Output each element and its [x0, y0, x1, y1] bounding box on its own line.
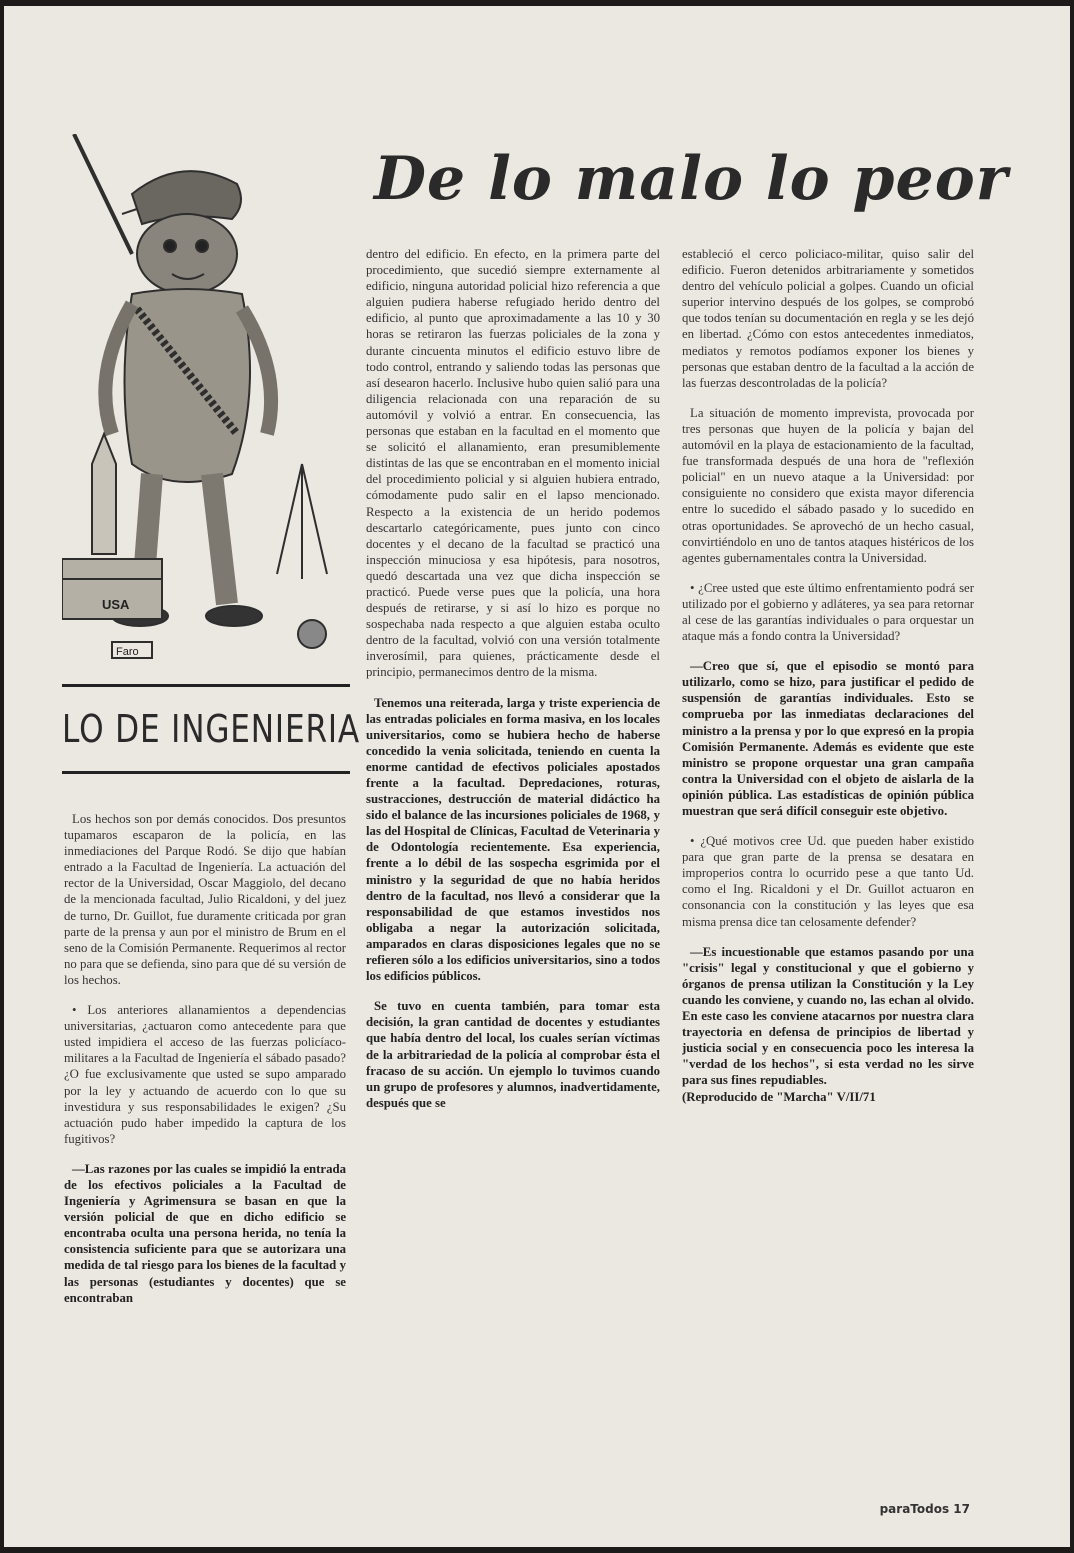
soldier-gorilla-illustration: [62, 134, 352, 676]
answer-paragraph: —Creo que sí, que el episodio se montó para utilizarlo, como se hizo, para justificar el pedido de suspensión de garantías individuales. Esto se comprueba por las inmediatas declaraciones del ministro a la prensa y por lo que expresó en la propia Comisión Permanente. Además es evidente que este ministro se propone orquestar una gran campaña contra la Universidad con el objeto de aislarla de la opinión pública. Las estadísticas de opinión pública muestran que será difícil conseguir este objetivo.: [682, 659, 974, 818]
top-rule: [62, 684, 350, 687]
bottom-rule: [62, 771, 350, 774]
question-paragraph: • ¿Qué motivos cree Ud. que pueden haber existido para que gran parte de la prensa se desatara en improperios contra lo ocurrido pese a que tanto Ud. como el Ing. Ricaldoni y el Dr. Guillot actuaron en consonancia con la constitución y las leyes que esa misma prensa dice tan celosamente defender?: [682, 834, 974, 929]
paragraph: Tenemos una reiterada, larga y triste experiencia de las entradas policiales en forma masiva, en los locales universitarios, como se hubiera hecho de haberse concedido la venia solicitada, teniendo en cuenta la enorme cantidad de efectivos policiales apostados frente a la facultad. Depredaciones, roturas, sustracciones, destrucción de material didáctico ha sido el balance de las incursiones policiales de 1968, y las del Hospital de Clínicas, Facultad de Veterinaria y de Odontología recientemente. Esa experiencia, frente a lo débil de las sospecha esgrimida por el ministro y la seguridad de que no había heridos dentro de la facultad, nos llevó a considerar que la responsabilidad de que estamos investidos nos obligaba a negar la autorización solicitada, amparados en claras disposiciones legales que no se refieren sólo a los edificios universitarios, sino a todos los edificios públicos.: [366, 695, 660, 984]
column-2: [366, 246, 660, 1471]
question-paragraph: • Los anteriores allanamientos a dependencias universitarias, ¿actuaron como antecedente para que usted impidiera el acceso de las fuerzas policíaco-militares a la Facultad de Ingeniería el sábado pasado? ¿O fue exclusivamente que usted se supo amparado por la ley y actuando de acuerdo con lo que su investidura y sus responsabilidades le exigen? ¿Su actuación pudo haber impedido la captura de los fugitivos?: [64, 1003, 346, 1146]
section-title: LO DE INGENIERIA: [62, 707, 361, 751]
answer-paragraph: —Las razones por las cuales se impidió la entrada de los efectivos policiales a la Facultad de Ingeniería y Agrimensura se basan en que la versión policial de que en dicho edificio se encontraba oculta una persona herida, no tenía la consistencia suficiente para que se autorizara una medida de tal riesgo para los bienes de la facultad y las personas (estudiantes y docentes) que se encontraban: [64, 1161, 346, 1305]
paragraph: estableció el cerco policiaco-militar, quiso salir del edificio. Fueron detenidos arbitrariamente y sometidos dentro del vehículo policial a golpes. Cuando un oficial superior intervino después de los golpes, se comprobó que todos tenían su documentación en regla y se les dejó en libertad. ¿Cómo con estos antecedentes inmediatos, mediatos y remotos podíamos exponer los bienes y personas que estaban dentro de la facultad a la acción de las fuerzas descontroladas de la policía?: [682, 247, 974, 390]
answer-paragraph: —Es incuestionable que estamos pasando por una "crisis" legal y constitucional y que el gobierno y órganos de prensa utilizan la Constitución y la Ley cuando les conviene, y cuando no, las echan al olvido. En este caso les conviene atacarnos por nuestra clara trayectoria en defensa de principios de libertad y justicia social y en consecuencia poco les interesa la "verdad de los hechos", si esta verdad no les sirve para sus fines repudiables.: [682, 944, 974, 1088]
signature: Faro: [116, 646, 139, 658]
page-number: 17: [953, 1502, 970, 1516]
paragraph: dentro del edificio. En efecto, en la primera parte del procedimiento, que sucedió siempre externamente al edificio, ninguna autoridad policial hizo referencia a que alguien pudiera haberse refugiado herido dentro del edificio, al punto que aproximadamente a las 10 y 30 horas se retiraron las fuerzas policiales de la zona y durante cincuenta minutos el edificio estuvo libre de todo control, entrando y saliendo todas las personas que así desearon hacerlo. Inclusive hubo quien salió para una diligencia relacionada con una reparación de su automóvil y volvió a entrar. En consecuencia, las personas que estaban en la facultad en el momento que se solicitó el allanamiento, eran presumiblemente distintas de las que se encontraban en el momento inicial del procedimiento policial y si alguien hubiera entrado, cómodamente pudo salir en el lapso mencionado. Respecto a la existencia de un herido podemos descartarlo categóricamente, pues junto con cinco docentes y el decano de la facultad se practicó una inspección minuciosa y esa hipótesis, para nosotros, quedó descartada una vez que dicha inspección se practicó. Puede verse pues que la policía, una hora después de retirarse, y si así lo hizo es porque no sospechaba nada respecto a que alguien estaba oculto dentro de la facultad, volvió con una versión totalmente inverosímil, para quienes, prácticamente desde el principio, permanecimos dentro de la misma.: [366, 247, 660, 680]
magazine-page: [4, 6, 1070, 1547]
article-title: De lo malo lo peor: [374, 144, 1009, 214]
paragraph: Se tuvo en cuenta también, para tomar esta decisión, la gran cantidad de docentes y estudiantes que había dentro del local, los cuales serían víctimas de la arbitrariedad de la policía al comprobar ésta el fracaso de su acción. Un ejemplo lo tuvimos cuando un grupo de profesores y alumnos, inadvertidamente, después que se: [366, 999, 660, 1110]
column-1: [64, 811, 346, 1471]
crate-label: USA: [102, 597, 130, 612]
magazine-name: paraTodos: [879, 1502, 950, 1516]
source-credit: (Reproducido de "Marcha" V/II/71: [682, 1089, 876, 1104]
question-paragraph: • ¿Cree usted que este último enfrentamiento podrá ser utilizado por el gobierno y adláteres, ya sea para retornar al cese de las garantías individuales o para orquestar un ataque más a fondo contra la Universidad?: [682, 580, 974, 644]
page-folio: [880, 1502, 970, 1516]
paragraph: La situación de momento imprevista, provocada por tres personas que huyen de la policía y bajan del automóvil en la playa de estacionamiento de la facultad, fue transformada después de una hora de "reflexión policial" en un nuevo ataque a la Universidad: por consiguiente no considero que exista mayor diferencia entre lo sucedido el sábado pasado y lo sucedido en otras oportunidades. Se aprovechó de un hecho casual, convirtiéndolo en uno de tantos ataques histéricos de los agentes gubernamentales contra la Universidad.: [682, 405, 974, 565]
column-3: [682, 246, 974, 1471]
paragraph: Los hechos son por demás conocidos. Dos presuntos tupamaros escaparon de la policía, en las inmediaciones del Parque Rodó. Se dijo que habían entrado a la Facultad de Ingeniería. La actuación del rector de la Universidad, Oscar Maggiolo, del decano de la mencionada facultad, Julio Ricaldoni, y del juez de turno, Dr. Guillot, fue duramente criticada por gran parte de la prensa y aun por el ministro de Brum en el seno de la Comisión Permanente. Requerimos al rector no para que se defienda, sino para que dé su versión de los hechos.: [64, 812, 346, 987]
